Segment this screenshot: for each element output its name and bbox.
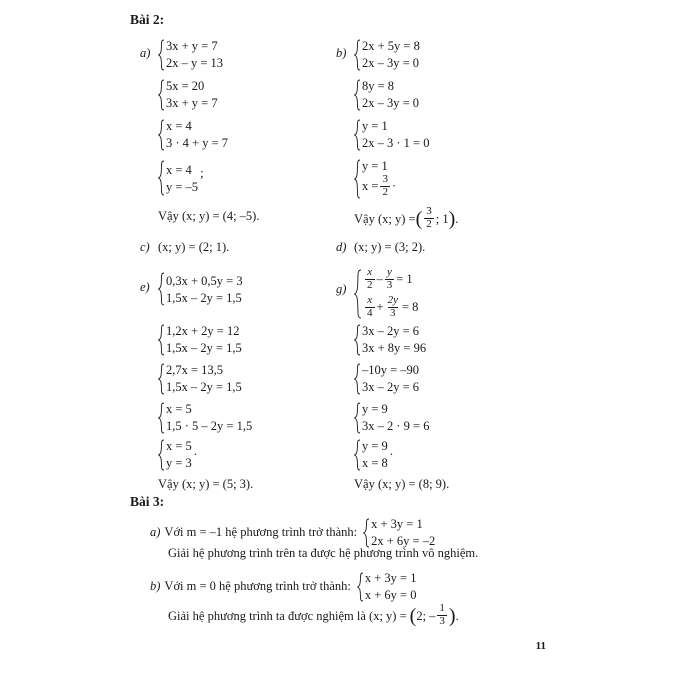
- problem-2g-step4: [336, 401, 556, 434]
- brace-icon: [354, 323, 361, 356]
- brace-icon: [354, 38, 361, 71]
- equation: 3x – 2 · 9 = 6: [362, 419, 430, 433]
- system-3b: [357, 570, 417, 603]
- system-2g-step5: [354, 438, 393, 471]
- equation: y = 9: [362, 439, 388, 453]
- eq-prefix: x =: [362, 178, 379, 193]
- problem-2g: [336, 268, 556, 320]
- equation: 2x – 3 · 1 = 0: [362, 136, 430, 150]
- equation: x + 3y = 1: [371, 517, 423, 531]
- system-2a-step1: [158, 38, 223, 71]
- problem-2a-step2: [140, 78, 340, 111]
- problem-2b-step2: [336, 78, 556, 111]
- system-2b-step4: [354, 158, 396, 199]
- problem-2e: [140, 272, 340, 306]
- equation: 1,2x + 2y = 12: [166, 324, 240, 338]
- equation: x = 8: [362, 456, 388, 470]
- page-number: 11: [535, 640, 546, 652]
- system-2a-step3: [158, 118, 228, 151]
- label-2g: g): [336, 282, 347, 296]
- equation: 3 · 4 + y = 7: [166, 136, 229, 150]
- equation: y = 1: [362, 159, 388, 173]
- fraction: $\frac{3}{2}$: [382, 173, 388, 198]
- problem-2e-step5: [140, 438, 340, 471]
- answer-2d: (x; y) = (3; 2).: [354, 240, 426, 254]
- equation: x + 6y = 0: [364, 588, 417, 602]
- system-2g-step3: [354, 362, 419, 395]
- fraction: $\frac{x}{4}$: [367, 294, 373, 319]
- problem-2g-step5: [336, 438, 556, 471]
- equation: 2x – 3y = 0: [362, 56, 420, 70]
- system-2b-step3: [354, 118, 429, 151]
- problem-2a-step3: [140, 118, 340, 151]
- equation: x = 4: [166, 119, 192, 133]
- equation: 3x – 2y = 6: [362, 324, 420, 338]
- equation: 0,3x + 0,5y = 3: [166, 273, 243, 288]
- label-2d: d): [336, 240, 347, 254]
- system-2e-step3: [158, 362, 242, 395]
- equation: x = 5: [166, 402, 192, 416]
- brace-icon: [158, 78, 165, 111]
- equation-fractions: $\frac{x}{4}$ + $\frac{2y}{3}$ = 8: [367, 294, 419, 319]
- equation: 3x – 2y = 6: [362, 380, 420, 394]
- label-2b: b): [336, 46, 347, 60]
- system-3a: [363, 516, 435, 549]
- problem-2e-step2: [140, 323, 340, 356]
- equation: 1,5x – 2y = 1,5: [166, 380, 242, 394]
- fraction: $\frac{1}{3}$: [439, 602, 445, 627]
- system-2e-step5: [158, 438, 197, 471]
- label-2a: a): [140, 46, 151, 60]
- system-2g-step1: [354, 268, 418, 320]
- close-paren: ): [448, 605, 456, 628]
- system-2g-step4: [354, 401, 429, 434]
- fraction: $\frac{x}{2}$: [367, 266, 373, 291]
- section-heading-bai2: Bài 2:: [130, 12, 165, 27]
- brace-icon: [158, 118, 165, 151]
- system-2a-step4: [158, 160, 204, 196]
- problem-2b-conclusion: [336, 207, 556, 231]
- answer-2c: (x; y) = (2; 1).: [158, 240, 230, 254]
- problem-2a: [140, 38, 340, 71]
- equation: 3x + y = 7: [166, 96, 218, 110]
- equation: y = 1: [362, 119, 388, 133]
- brace-icon: [158, 401, 165, 434]
- equation: 8y = 8: [362, 79, 395, 93]
- brace-icon: [354, 438, 361, 471]
- fraction: $\frac{y}{3}$: [386, 266, 393, 291]
- equation: 2x + 5y = 8: [362, 39, 420, 53]
- equation: 1,5 · 5 – 2y = 1,5: [166, 419, 253, 433]
- close-paren: ): [448, 208, 456, 231]
- brace-icon: [354, 362, 361, 395]
- equation: x + 3y = 1: [364, 571, 417, 585]
- trailing-punctuation: .: [389, 444, 393, 458]
- brace-icon: [158, 160, 165, 196]
- trailing-punctuation: ;: [200, 166, 204, 180]
- label-2c: c): [140, 240, 150, 254]
- fraction: $\frac{3}{2}$: [426, 205, 432, 230]
- problem-2b-step4: [336, 158, 556, 199]
- equation: 2x + 6y = –2: [371, 534, 436, 548]
- system-2e-step2: [158, 323, 242, 356]
- equation: x = 4: [166, 162, 192, 177]
- equation-fractions: $\frac{x}{2}$ – $\frac{y}{3}$ = 1: [367, 266, 413, 291]
- problem-2a-statement: [140, 38, 340, 71]
- system-2a-step2: [158, 78, 218, 111]
- label-2e: e): [140, 280, 150, 294]
- equation: 1,5x – 2y = 1,5: [166, 341, 242, 355]
- trailing-punctuation: .: [193, 444, 197, 458]
- text-3a: Với m = –1 hệ phương trình trở thành:: [164, 525, 358, 539]
- system-2e-step4: [158, 401, 252, 434]
- equation: 1,5x – 2y = 1,5: [166, 290, 242, 305]
- problem-2b-step3: [336, 118, 556, 151]
- equation: x = 5: [166, 439, 192, 453]
- brace-icon: [354, 401, 361, 434]
- problem-2e-step4: [140, 401, 340, 434]
- brace-icon: [354, 268, 362, 320]
- equation: –10y = –90: [362, 363, 420, 377]
- system-2b-step1: [354, 38, 420, 71]
- brace-icon: [158, 272, 165, 306]
- problem-2e-conclusion: [140, 477, 340, 492]
- problem-2e-step3: [140, 362, 340, 395]
- eq-suffix: ·: [391, 178, 397, 193]
- equation: 3x + y = 7: [166, 39, 218, 53]
- brace-icon: [354, 118, 361, 151]
- equation: 2x – y = 13: [166, 56, 224, 70]
- brace-icon: [158, 362, 165, 395]
- open-paren: (: [409, 605, 417, 628]
- equation: 2x – 3y = 0: [362, 96, 420, 110]
- problem-2a-conclusion: [140, 209, 340, 224]
- system-2e-step1: [158, 272, 243, 306]
- brace-icon: [158, 323, 165, 356]
- system-2b-step2: [354, 78, 419, 111]
- conclusion-2a: Vậy (x; y) = (4; –5).: [158, 209, 260, 223]
- conclusion-2e: Vậy (x; y) = (5; 3).: [158, 477, 254, 491]
- text-3b: Với m = 0 hệ phương trình trở thành:: [164, 579, 351, 593]
- problem-2c: [140, 240, 340, 255]
- brace-icon: [363, 516, 370, 549]
- problem-2b: [336, 38, 556, 71]
- problem-2d: [336, 240, 556, 255]
- note-3a: Giải hệ phương trình trên ta được hệ phương trình vô nghiệm.: [168, 546, 479, 560]
- note-3b: Giải hệ phương trình ta được nghiệm là (x; y) = ( 2; – $\frac{1}{3}$ ) .: [168, 602, 459, 628]
- equation: 2,7x = 13,5: [166, 363, 224, 377]
- problem-2a-step4: [140, 160, 340, 196]
- conclusion-2g: Vậy (x; y) = (8; 9).: [354, 477, 450, 491]
- section-heading-bai3: Bài 3:: [130, 494, 165, 509]
- brace-icon: [158, 38, 165, 71]
- equation: y = 3: [166, 456, 192, 470]
- system-2g-step2: [354, 323, 426, 356]
- label-3a: a): [150, 525, 161, 539]
- problem-3b: [150, 570, 416, 603]
- problem-3a: [150, 516, 435, 549]
- equation: 3x + 8y = 96: [362, 341, 427, 355]
- equation: y = 9: [362, 402, 388, 416]
- problem-2g-conclusion: [336, 477, 556, 492]
- equation: 5x = 20: [166, 79, 205, 93]
- brace-icon: [158, 438, 165, 471]
- conclusion-2b: Vậy (x; y) = ( $\frac{3}{2}$ ; 1 ) .: [354, 205, 459, 231]
- equation-fraction: [362, 175, 396, 199]
- label-3b: b): [150, 579, 161, 593]
- open-paren: (: [415, 208, 423, 231]
- brace-icon: [357, 570, 364, 603]
- problem-2g-step2: [336, 323, 556, 356]
- brace-icon: [354, 78, 361, 111]
- fraction: $\frac{2y}{3}$: [387, 294, 398, 319]
- problem-2g-step3: [336, 362, 556, 395]
- equation: y = –5: [166, 179, 199, 194]
- brace-icon: [354, 158, 361, 199]
